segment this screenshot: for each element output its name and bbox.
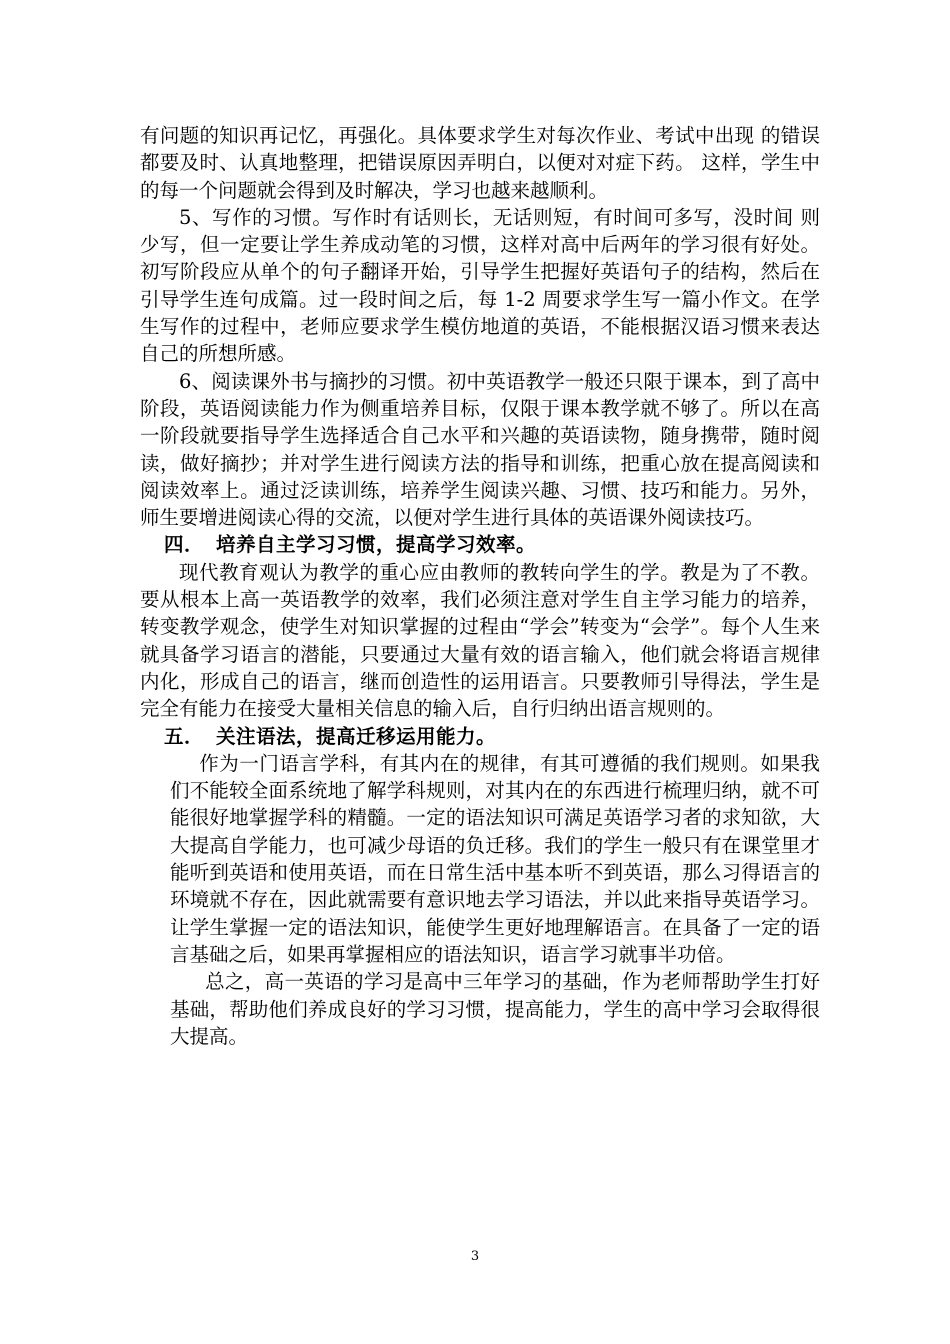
section-title: 培养自主学习习惯，提高学习效率。 xyxy=(216,533,537,557)
paragraph-self-study: 现代教育观认为教学的重心应由教师的教转向学生的学。教是为了不教。要从根本上高一英语教学的效率，我们必须注意对学生自主学习能力的培养，转变教学观念，使学生对知识掌握的过程由“学会”转变为“会学”。每个人生来就具备学习语言的潜能，只要通过大量有效的语言输入，他们就会将语言规律内化，形成自己的语言，继而创造性的运用语言。只要教师引导得法，学生是完全有能力在接受大量相关信息的输入后，自行归纳出语言规则的。 xyxy=(140,560,820,721)
document-body xyxy=(140,122,820,1050)
section-number: 五． xyxy=(164,724,205,748)
paragraph-grammar: 作为一门语言学科，有其内在的规律，有其可遵循的我们规则。如果我们不能较全面系统地了解学科规则，对其内在的东西进行梳理归纳，就不可能很好地掌握学科的精髓。一定的语法知识可满足英语学习者的求知欲，大大提高自学能力，也可减少母语的负迁移。我们的学生一般只有在课堂里才能听到英语和使用英语，而在日常生活中基本听不到英语，那么习得语言的环境就不存在，因此就需要有意识地去学习语法，并以此来指导英语学习。让学生掌握一定的语法知识，能使学生更好地理解语言。在具备了一定的语言基础之后，如果再掌握相应的语法知识，语言学习就事半功倍。 xyxy=(170,751,820,966)
paragraph-conclusion: 总之，高一英语的学习是高中三年学习的基础，作为老师帮助学生打好基础，帮助他们养成良好的学习习惯，提高能力，学生的高中学习会取得很大提高。 xyxy=(170,970,820,1048)
section-heading-4 xyxy=(140,531,820,558)
paragraph-writing-habit: 5、写作的习惯。写作时有话则长，无话则短，有时间可多写，没时间 则少写，但一定要让学生养成动笔的习惯，这样对高中后两年的学习很有好处。初写阶段应从单个的句子翻译开始，引导学生把握好英语句子的结构，然后在引导学生连句成篇。过一段时间之后，每 1-2 周要求学生写一篇小作文。在学生写作的过程中，老师应要求学生模仿地道的英语，不能根据汉语习惯来表达自己的所想所感。 xyxy=(140,205,820,366)
paragraph-error-review: 有问题的知识再记忆，再强化。具体要求学生对每次作业、考试中出现 的错误都要及时、认真地整理，把错误原因弄明白，以便对对症下药。 这样，学生中的每一个问题就会得到及时解决，学习也越来越顺利。 xyxy=(140,124,820,202)
paragraph-reading-habit: 6、阅读课外书与摘抄的习惯。初中英语教学一般还只限于课本，到了高中阶段，英语阅读能力作为侧重培养目标，仅限于课本教学就不够了。所以在高一阶段就要指导学生选择适合自己水平和兴趣的英语读物，随身携带，随时阅读，做好摘抄；并对学生进行阅读方法的指导和训练，把重心放在提高阅读和阅读效率上。通过泛读训练，培养学生阅读兴趣、习惯、技巧和能力。另外，师生要增进阅读心得的交流，以便对学生进行具体的英语课外阅读技巧。 xyxy=(140,369,820,530)
section-number: 四． xyxy=(164,533,205,557)
section-heading-5 xyxy=(140,723,820,750)
page-number: 3 xyxy=(470,1249,480,1264)
section-title: 关注语法，提高迁移运用能力。 xyxy=(216,724,497,748)
